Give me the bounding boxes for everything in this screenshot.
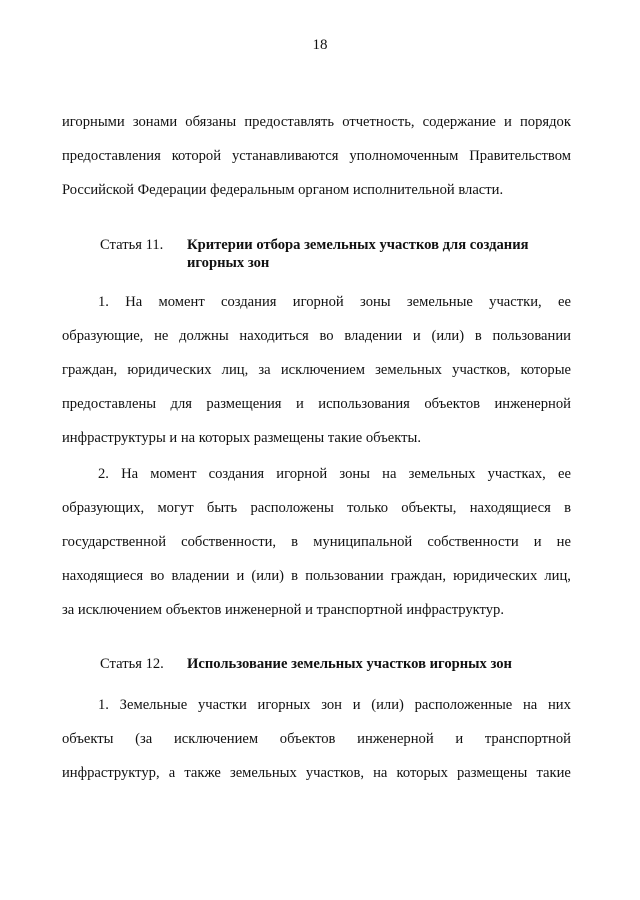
word: для: [170, 396, 192, 412]
word: инженерной: [494, 396, 571, 412]
word: и: [236, 568, 245, 584]
word: земельных: [229, 765, 297, 781]
word: и: [533, 534, 542, 550]
word: игорной: [292, 294, 344, 310]
word: (или): [431, 328, 465, 344]
word: инфраструктур,: [62, 765, 160, 781]
article-title-line: Использование земельных участков игорных зон: [187, 656, 512, 672]
word: не: [556, 534, 571, 550]
word: пользовании: [305, 568, 384, 584]
word: во: [150, 568, 165, 584]
text-line: [62, 319, 571, 353]
word: игорных: [257, 697, 311, 713]
word: граждан,: [62, 362, 118, 378]
word: владении: [171, 568, 230, 584]
word: в: [291, 534, 299, 550]
word: (или): [371, 697, 404, 713]
word: зоны: [360, 294, 391, 310]
word: не: [154, 328, 169, 344]
word: такие: [536, 765, 571, 781]
word: участков,: [452, 362, 511, 378]
word: на: [382, 466, 397, 482]
word: уполномоченным: [349, 148, 459, 164]
word: на: [522, 697, 538, 713]
word: использования: [318, 396, 410, 412]
word: земельных: [408, 466, 476, 482]
text-line: [62, 559, 571, 593]
word: пользовании: [492, 328, 571, 344]
word: и: [412, 328, 421, 344]
word: инженерной: [357, 731, 434, 747]
text-line: [62, 491, 571, 525]
article-title: [187, 236, 577, 272]
word: должны: [179, 328, 229, 344]
word: 2.: [98, 466, 109, 482]
word: объектов: [279, 731, 336, 747]
word: и: [455, 731, 464, 747]
text-line: [62, 722, 571, 756]
word: размещения: [206, 396, 282, 412]
text-line: за исключением объектов инженерной и транспортной инфраструктур.: [62, 602, 504, 618]
word: предоставления: [62, 148, 161, 164]
word: образующих,: [62, 500, 145, 516]
word: участки,: [489, 294, 542, 310]
text-line: [62, 353, 571, 387]
text-line: [62, 105, 571, 139]
word: создания: [220, 294, 277, 310]
text-line: [62, 457, 571, 491]
word: на: [373, 765, 388, 781]
word: во: [319, 328, 334, 344]
article-label: Статья 12.: [100, 656, 164, 672]
word: момент: [158, 294, 205, 310]
article-label: Статья 11.: [100, 237, 164, 253]
word: игорными: [62, 114, 125, 130]
word: порядок: [519, 114, 571, 130]
word: (за: [135, 731, 153, 747]
text-line: [62, 387, 571, 421]
article-12-paragraph-1: [62, 688, 571, 790]
word: содержание: [422, 114, 496, 130]
article-title: [187, 655, 577, 673]
word: момент: [150, 466, 197, 482]
word: которые: [520, 362, 571, 378]
word: граждан,: [390, 568, 446, 584]
word: муниципальной: [313, 534, 413, 550]
word: игорной: [276, 466, 328, 482]
word: в: [474, 328, 482, 344]
word: участках,: [487, 466, 546, 482]
intro-paragraph: [62, 105, 571, 207]
word: участков,: [305, 765, 365, 781]
word: и: [352, 697, 361, 713]
word: владении: [344, 328, 403, 344]
word: собственности,: [181, 534, 277, 550]
word: (или): [251, 568, 285, 584]
word: в: [291, 568, 299, 584]
word: которых: [396, 765, 448, 781]
word: устанавливаются: [231, 148, 339, 164]
word: объекты: [62, 731, 114, 747]
text-line: [62, 525, 571, 559]
word: юридических: [127, 362, 212, 378]
word: отчетность,: [342, 114, 415, 130]
word: объектов: [424, 396, 481, 412]
text-line: Российской Федерации федеральным органом исполнительной власти.: [62, 182, 504, 198]
word: Правительством: [469, 148, 571, 164]
word: зоны: [339, 466, 370, 482]
word: находящиеся: [469, 500, 551, 516]
word: а: [168, 765, 176, 781]
word: объекты,: [401, 500, 457, 516]
word: земельные: [406, 294, 473, 310]
article-title-line: игорных зон: [187, 255, 270, 271]
word: и: [504, 114, 512, 130]
article-11-paragraph-2: [62, 457, 571, 627]
word: могут: [157, 500, 194, 516]
word: обязаны: [185, 114, 237, 130]
word: также: [184, 765, 221, 781]
word: исключением: [173, 731, 259, 747]
word: На: [125, 294, 143, 310]
word: за: [258, 362, 271, 378]
text-line: [62, 756, 571, 790]
article-title-line: Критерии отбора земельных участков для создания: [187, 237, 529, 253]
text-line: [62, 285, 571, 319]
article-11-paragraph-1: [62, 285, 571, 455]
word: зон: [321, 697, 342, 713]
word: образующие,: [62, 328, 144, 344]
page-number: 18: [312, 37, 328, 53]
text-line: [62, 139, 571, 173]
word: юридических: [453, 568, 538, 584]
word: государственной: [62, 534, 167, 550]
word: только: [347, 500, 388, 516]
word: расположены: [250, 500, 334, 516]
word: них: [547, 697, 571, 713]
word: 1.: [98, 294, 109, 310]
word: ее: [557, 466, 571, 482]
word: Земельные: [119, 697, 188, 713]
word: На: [121, 466, 139, 482]
word: создания: [208, 466, 265, 482]
word: 1.: [98, 697, 109, 713]
word: транспортной: [484, 731, 571, 747]
text-line: инфраструктуры и на которых размещены такие объекты.: [62, 430, 421, 446]
word: быть: [206, 500, 238, 516]
word: предоставлять: [244, 114, 335, 130]
word: в: [564, 500, 571, 516]
word: собственности: [427, 534, 519, 550]
word: зонами: [132, 114, 178, 130]
text-line: [62, 688, 571, 722]
word: ее: [557, 294, 571, 310]
word: лиц,: [544, 568, 571, 584]
word: расположенные: [414, 697, 513, 713]
word: участки: [197, 697, 247, 713]
word: размещены: [456, 765, 528, 781]
word: находящиеся: [62, 568, 144, 584]
word: и: [295, 396, 304, 412]
word: находиться: [239, 328, 309, 344]
word: земельных: [375, 362, 442, 378]
word: которой: [171, 148, 222, 164]
word: исключением: [280, 362, 365, 378]
word: лиц,: [221, 362, 249, 378]
word: предоставлены: [62, 396, 157, 412]
